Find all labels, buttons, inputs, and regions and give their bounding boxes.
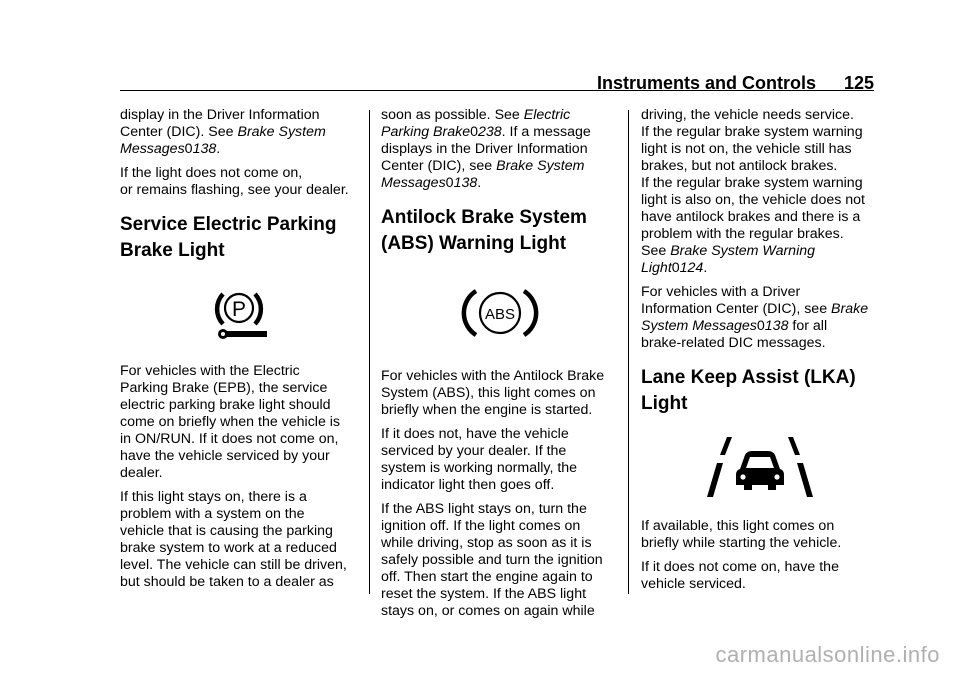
xref-brake-system-messages[interactable]: Brake	[831, 301, 869, 317]
page-header	[120, 60, 874, 91]
svg-text:ABS: ABS	[484, 306, 516, 323]
paragraph: If the ABS light stays on, turn the ignition off. If the light comes on while driving, stop as soon as it is safely possible and turn the ignition off. Then start the engine again to reset the system. If the ABS light stays on, or comes on again while	[381, 501, 603, 619]
paragraph: For vehicles with the Electric Parking Brake (EPB), the service electric parking brake light should come on briefly when the vehicle is in ON/RUN. If it does not come on, have the vehicle serviced by your dealer.	[120, 363, 341, 481]
page-ref-icon: 0	[470, 124, 478, 140]
section-heading: Service Electric Parking Brake Light	[120, 214, 337, 261]
page-number: 125	[843, 73, 874, 93]
page-ref-icon: 0	[756, 318, 765, 334]
page-ref[interactable]: 238	[478, 124, 502, 140]
watermark: carmanualsonline.info	[715, 642, 940, 667]
paragraph: If this light stays on, there is a problem with a system on the vehicle that is causing the parking brake system to work at a reduced level. The vehicle can still be driven, but should be taken to a dealer as	[120, 489, 347, 590]
page-ref-icon: 0	[445, 175, 454, 191]
paragraph: If available, this light comes on briefly while starting the vehicle.	[641, 518, 842, 551]
column-2	[381, 107, 619, 627]
svg-text:P: P	[231, 298, 247, 321]
section-title: Instruments and Controls	[596, 73, 816, 93]
section-heading: Antilock Brake System (ABS) Warning Light	[381, 207, 587, 254]
column-divider	[369, 110, 370, 594]
page-ref-icon: 0	[671, 260, 680, 276]
paragraph: For vehicles with a Driver Information Center (DIC), see Brake System Messages0138 for all brake-related DIC messages.	[641, 284, 869, 351]
xref-brake-system-messages[interactable]: Brake System	[237, 124, 326, 140]
page-ref[interactable]: 138	[764, 318, 789, 334]
service-parking-brake-icon	[120, 265, 358, 363]
paragraph: display in the Driver Information Center (DIC). See Brake System Messages0138.	[120, 107, 326, 157]
paragraph: soon as possible. See Electric Parking Brake0238. If a message displays in the Driver Information Center (DIC), see Brake System Messages0138.	[381, 107, 591, 191]
page-ref[interactable]: 138	[453, 175, 478, 191]
paragraph: For vehicles with the Antilock Brake System (ABS), this light comes on briefly when the engine is started.	[381, 368, 605, 418]
paragraph: If the light does not come on, or remains flashing, see your dealer.	[120, 165, 349, 198]
column-3	[641, 107, 879, 600]
xref-brake-system-warning-light[interactable]: Brake System Warning	[670, 243, 816, 259]
paragraph: If it does not, have the vehicle serviced by your dealer. If the system is working normally, the indicator light then goes off.	[381, 426, 578, 493]
page-ref[interactable]: 124	[679, 260, 704, 276]
column-divider	[628, 110, 629, 594]
page-ref-icon: 0	[184, 141, 193, 157]
lane-keep-assist-icon	[641, 418, 879, 518]
abs-warning-icon	[381, 258, 619, 368]
xref-electric-parking-brake[interactable]: Electric	[523, 107, 571, 123]
column-1	[120, 107, 358, 598]
paragraph: driving, the vehicle needs service. If the regular brake system warning light is not on, the vehicle still has brakes, but not antilock brakes. If the regular brake system warning light is also on, the vehicle does not have antilock brakes and there is a problem with the regular brakes. See Brake System Warning Light0124.	[641, 107, 865, 276]
paragraph: If it does not come on, have the vehicle serviced.	[641, 559, 839, 592]
section-heading: Lane Keep Assist (LKA) Light	[641, 367, 856, 414]
page-ref[interactable]: 138	[192, 141, 217, 157]
xref-brake-system-messages[interactable]: Brake System	[496, 158, 585, 174]
